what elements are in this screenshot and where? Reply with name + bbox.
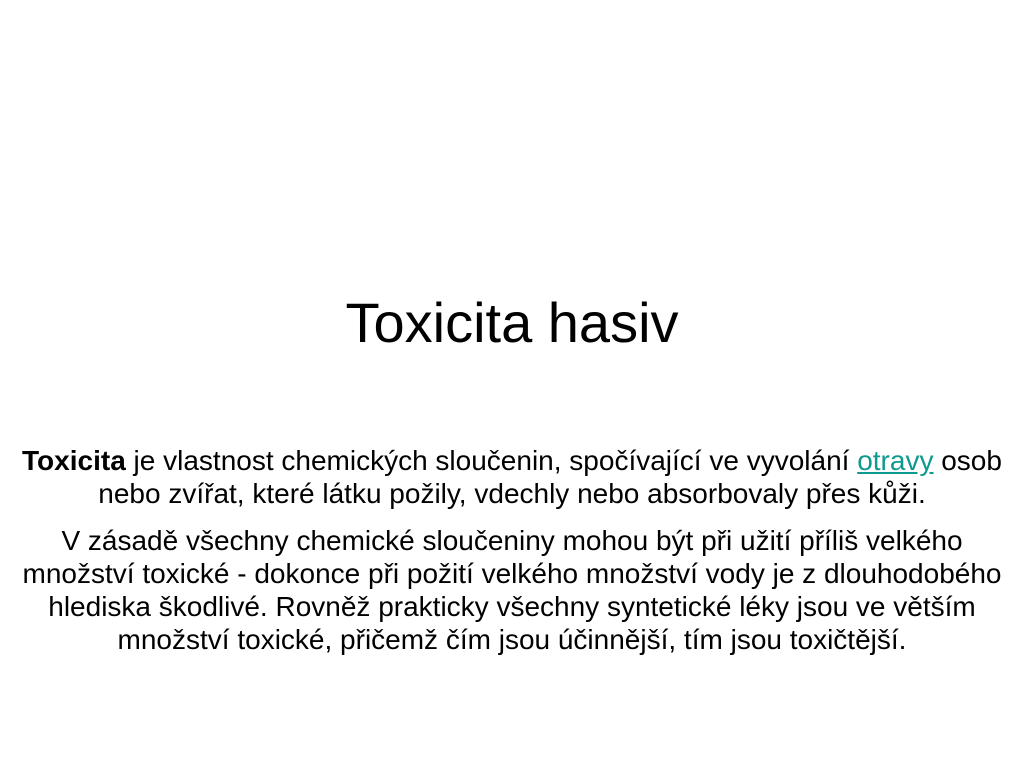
slide-title: Toxicita hasiv [345, 291, 679, 354]
explanation-paragraph: V zásadě všechny chemické sloučeniny mohou být při užití příliš velkého množství toxické - dokonce při požití velkého množství vody je z dlouhodobého hlediska škodlivé. Rovněž prakticky všechny syntetické léky jsou ve větším množství toxické, přičemž čím jsou účinnější, tím jsou toxičtější. [22, 525, 1002, 655]
definition-text-after-link: osob nebo zvířat, které látku požily, vdechly nebo absorbovaly přes kůži. [98, 445, 1002, 509]
definition-text-before-link: je vlastnost chemických sloučenin, spočívající ve vyvolání [125, 445, 858, 476]
term-toxicita: Toxicita [22, 445, 126, 476]
definition-paragraph [6, 444, 1018, 510]
slide-body [6, 444, 1018, 656]
otravy-link[interactable]: otravy [857, 445, 934, 476]
